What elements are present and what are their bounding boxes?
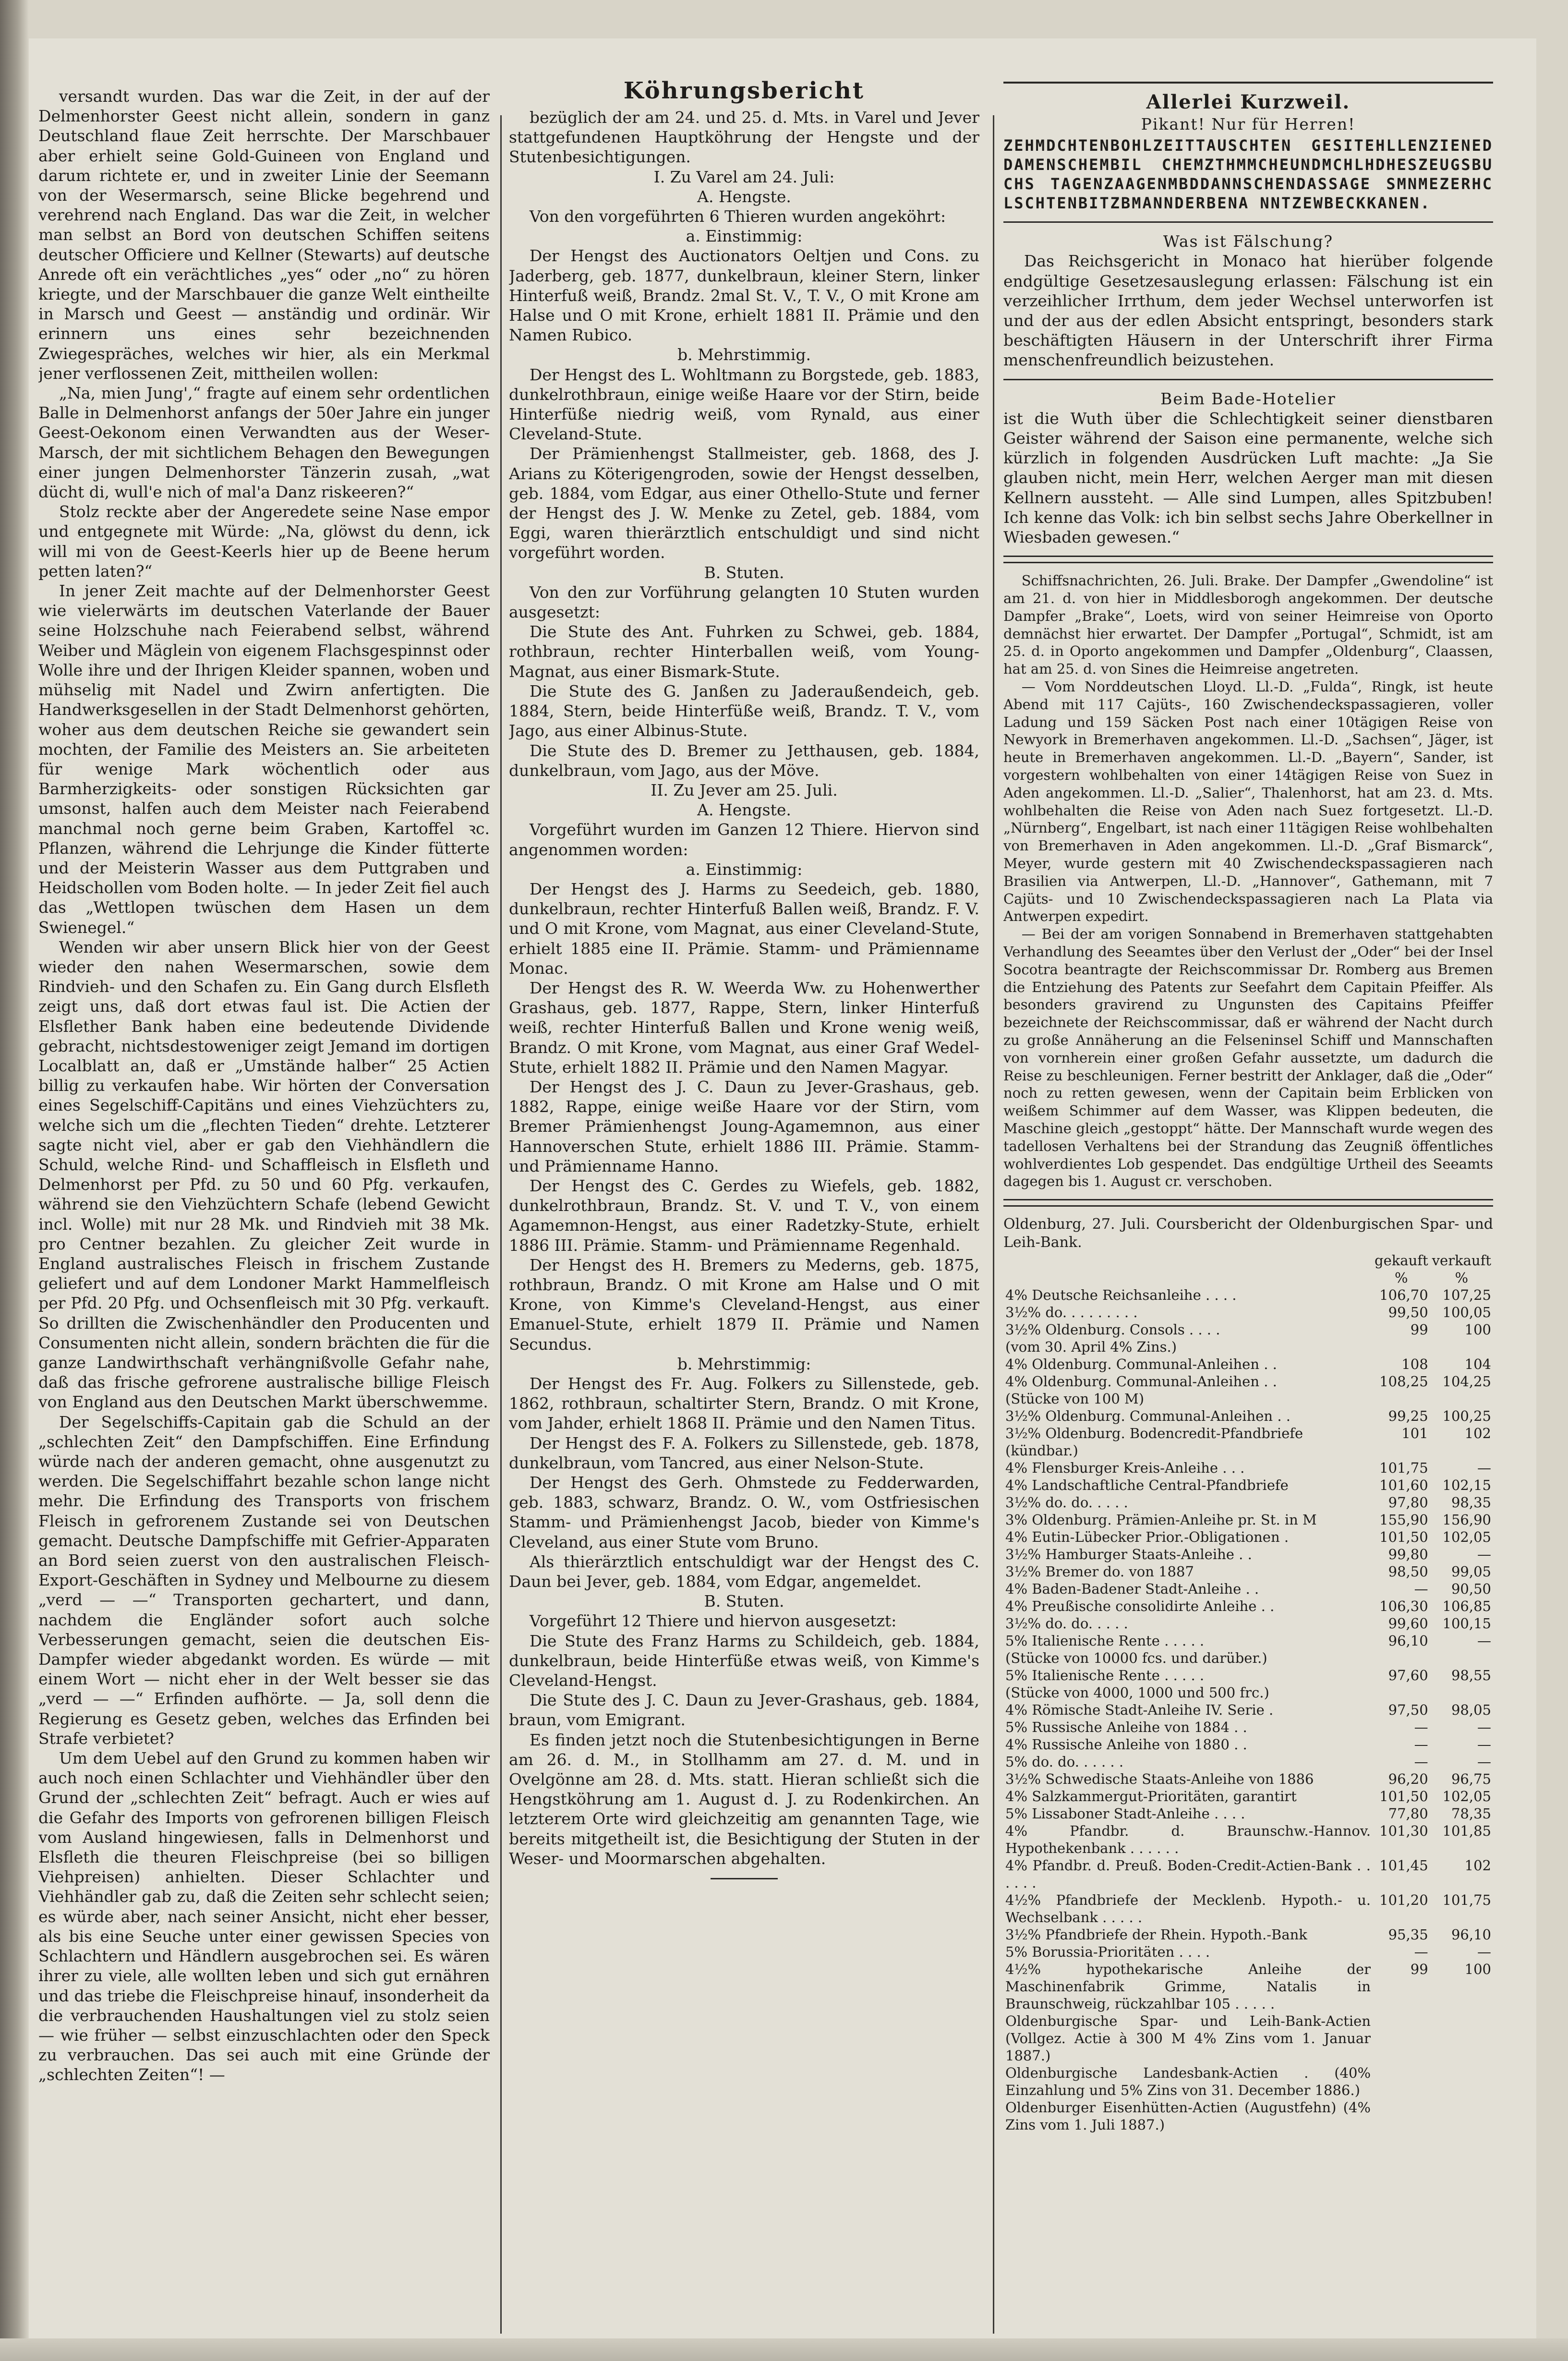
kurs-gekauft: 97,60: [1388, 1667, 1428, 1684]
kurs-row: [1003, 1390, 1493, 1407]
kurs-verkauft: 99,05: [1451, 1563, 1491, 1580]
kurs-unit-verkauft: %: [1455, 1270, 1469, 1286]
kurs-row: [1003, 1563, 1493, 1580]
subheading: b. Mehrstimmig:: [677, 1354, 811, 1373]
kurs-security: 3½% do. do. . . . .: [1005, 1615, 1128, 1632]
paragraph: Der Prämienhengst Stallmeister, geb. 1868, des J. Arians zu Köterigengroden, sowie der Hengst desselben, geb. 1884, vom Edgar, aus einer Othello-Stute und ferner der Hengst des J. W. Menke zu Zetel, geb. 1884, vom Eggi, waren thierärztlich entschuldigt und sind nicht vorgeführt worden.: [509, 444, 979, 562]
kurs-row: [1003, 1926, 1493, 1943]
kurs-row: [1003, 1304, 1493, 1321]
kurs-gekauft: 97,50: [1388, 1702, 1428, 1719]
kurs-security: 3½% do. do. . . . .: [1005, 1494, 1128, 1511]
kurs-verkauft: 90,50: [1451, 1581, 1491, 1598]
section-title-faelschung: Was ist Fälschung?: [1163, 232, 1334, 251]
kurs-row: [1003, 1459, 1493, 1477]
kurs-row: [1003, 1943, 1493, 1961]
kurs-security: 4% Eutin-Lübecker Prior.-Obligationen .: [1005, 1529, 1289, 1546]
kurs-security: 3½% Hamburger Staats-Anleihe . .: [1005, 1546, 1252, 1563]
kurs-security: 3½% Bremer do. von 1887: [1005, 1563, 1194, 1580]
kurs-verkauft: [1430, 1390, 1493, 1407]
kurs-gekauft: 99,60: [1388, 1615, 1428, 1632]
subheading: I. Zu Varel am 24. Juli:: [653, 167, 835, 186]
kurs-row: [1003, 2012, 1493, 2064]
kurs-row: [1003, 1580, 1493, 1598]
kurs-row: [1003, 1615, 1493, 1632]
kurs-gekauft: 101,50: [1379, 1788, 1428, 1805]
kurs-row: [1003, 1649, 1493, 1667]
kurs-security: 3% Oldenburg. Prämien-Anleihe pr. St. in M: [1005, 1512, 1317, 1528]
kurs-row: [1003, 1598, 1493, 1615]
kurs-gekauft: 155,90: [1379, 1512, 1428, 1528]
kurs-gekauft: 101,50: [1379, 1529, 1428, 1546]
paragraph: Der Hengst des Gerh. Ohmstede zu Fedderwarden, geb. 1883, schwarz, Brandz. O. W., vom Ostfriesischen Stamm- und Prämienhengst Jacob, bieder von Kimme's Cleveland, aus einer Stute vom Bruno.: [509, 1473, 979, 1551]
kurs-verkauft: 106,85: [1442, 1598, 1491, 1615]
subheading: B. Stuten.: [704, 1592, 784, 1611]
kurs-security: 3½% do. . . . . . . . .: [1005, 1304, 1138, 1321]
section-text-bade-hotelier: ist die Wuth über die Schlechtigkeit seiner dienstbaren Geister während der Saison eine permanente, welche sich kürzlich in folgenden Ausdrücken Luft machte: „Ja Sie glauben nicht, mein Herr, welchen Aerger man mit diesen Kellnern aussteht. — Alle sind Lumpen, alles Spitzbuben! Ich kenne das Volk: ich bin selbst sechs Jahre Oberkellner in Wiesbaden gewesen.“: [1003, 409, 1493, 547]
kurs-gekauft: 99: [1410, 1961, 1428, 1978]
paragraph: Vorgeführt 12 Thiere und hiervon ausgesetzt:: [529, 1611, 897, 1631]
kurs-gekauft: —: [1414, 1719, 1428, 1736]
kurs-security: (Stücke von 10000 fcs. und darüber.): [1005, 1650, 1267, 1667]
paragraph: Vorgeführt wurden im Ganzen 12 Thiere. Hiervon sind angenommen worden:: [509, 820, 979, 859]
paragraph: Von den vorgeführten 6 Thieren wurden angeköhrt:: [529, 207, 946, 226]
kurs-gekauft: 101: [1401, 1425, 1428, 1442]
kurs-row: [1003, 1891, 1493, 1926]
kurs-row: [1003, 1546, 1493, 1563]
kurs-gekauft: 99,25: [1388, 1408, 1428, 1425]
kurs-verkauft: 98,05: [1451, 1702, 1491, 1719]
kurs-row: [1003, 1961, 1493, 2012]
kurs-row: [1003, 1511, 1493, 1528]
kurs-verkauft: —: [1477, 1633, 1491, 1649]
double-separator: [1003, 556, 1493, 563]
kurs-verkauft: 102: [1464, 1857, 1491, 1874]
kurs-gekauft: 99,80: [1388, 1546, 1428, 1563]
kurs-row: [1003, 1753, 1493, 1770]
paragraph: Der Hengst des J. C. Daun zu Jever-Grashaus, geb. 1882, Rappe, einige weiße Haare vor der Stirn, vom Bremer Prämienhengst Joung-Agamemnon, aus einer Hannoverschen Stute, erhielt 1886 III. Prämie. Stamm- und Prämienname Hanno.: [509, 1077, 979, 1175]
kurs-verkauft: 102: [1464, 1425, 1491, 1442]
kurs-verkauft: [1430, 1442, 1493, 1459]
kurs-security: 4% Pfandbr. d. Preuß. Boden-Credit-Actien-Bank . . . . . .: [1005, 1857, 1371, 1891]
binding-gutter: [0, 0, 29, 2361]
kurs-gekauft: 96,20: [1388, 1771, 1428, 1788]
kurs-security: 5% do. do. . . . . .: [1005, 1754, 1124, 1770]
kurs-verkauft: 96,10: [1451, 1926, 1491, 1943]
kurs-gekauft: 98,50: [1388, 1563, 1428, 1580]
paragraph: Um dem Uebel auf den Grund zu kommen haben wir auch noch einen Schlachter und Viehhändler über den Grund der „schlechten Zeit“ befragt. Auch er wies auf die Gefahr des Imports von gefrorenen billigen Fleisch vom Ausland hingewiesen, falls in Delmenhorst und Elsfleth die theuren Fleischpreise (bei so billigen Viehpreisen) anhielten. Dieser Schlachter und Viehhändler gab zu, daß die Zeiten sehr schlecht seien; es würde aber, nach seiner Ansicht, nicht eher besser, als bis eine Seuche unter einer gewissen Species von Schlachtern und Händlern ausgebrochen sei. Es wären ihrer zu viele, alle wollten leben und sich gut ernähren und das triebe die Fleischpreise hinauf, insonderheit da die verbrauchenden Haushaltungen viel zu stolz seien — wie früher — selbst einzuschlachten oder den Speck zu verbrauchen. Das sei auch mit eine Gründe der „schlechten Zeiten“! —: [38, 1749, 490, 2084]
kurs-verkauft: —: [1477, 1944, 1491, 1961]
kurs-row: [1003, 1407, 1493, 1425]
kurs-verkauft: —: [1477, 1754, 1491, 1770]
kurs-col-verkauft: verkauft: [1432, 1252, 1491, 1269]
kurs-verkauft: [1430, 2012, 1493, 2064]
kurs-gekauft: 95,35: [1388, 1926, 1428, 1943]
kurs-security: 4% Russische Anleihe von 1880 . .: [1005, 1736, 1247, 1753]
kurs-gekauft: —: [1414, 1944, 1428, 1961]
kurs-gekauft: [1373, 2099, 1430, 2133]
paragraph: Der Hengst des J. Harms zu Seedeich, geb. 1880, dunkelbraun, rechter Hinterfuß Ballen weiß, Brandz. F. V. und O mit Krone, vom Magnat, aus einer Cleveland-Stute, erhielt 1885 eine II. Prämie. Stamm- und Prämienname Monac.: [509, 879, 979, 978]
paragraph: Der Hengst des F. A. Folkers zu Sillenstede, geb. 1878, dunkelbraun, vom Tancred, aus einer Nelson-Stute.: [509, 1433, 979, 1472]
kurs-row: [1003, 2064, 1493, 2099]
shipping-news-paragraph: — Bei der am vorigen Sonnabend in Bremerhaven stattgehabten Verhandlung des Seeamtes über den Verlust der „Oder“ bei der Insel Socotra beantragte der Reichscommissar Dr. Romberg aus Bremen die Entziehung des Patents zur Seefahrt dem Capitain Pfeiffer. Als besonders gravirend zu Ungunsten des Capitains Pfeiffer bezeichnete der Reichscommissar, daß er während der Nacht durch zu große Annäherung an die Felseninsel Schiff und Mannschaften von vornherein einer großen Gefahr aussetzte, um dadurch die Reise zu beschleunigen. Ferner bestritt der Anklager, daß die „Oder“ noch zu retten gewesen, wenn der Capitain beim Erblicken von weißem Schimmer auf dem Wasser, was Klippen bedeuten, die Maschine gleich „gestoppt“ hätte. Der Mannschaft wurde wegen des tadellosen Verhaltens bei der Strandung das Zeugniß öffentliches wohlverdientes Lob gespendet. Das endgültige Urtheil des Seeamts dagegen bis 1. August cr. verschoben.: [1003, 926, 1493, 1190]
kurs-gekauft: 101,45: [1379, 1857, 1428, 1874]
paragraph: Der Hengst des Auctionators Oeltjen und Cons. zu Jaderberg, geb. 1877, dunkelbraun, kleiner Stern, linker Hinterfuß weiß, Brandz. 2mal St. V., T. V., O mit Krone am Halse und O mit Krone, erhielt 1881 II. Prämie und den Namen Rubico.: [509, 246, 979, 345]
kurs-gekauft: —: [1414, 1736, 1428, 1753]
subheading: a. Einstimmig:: [686, 860, 803, 879]
kurs-verkauft: [1430, 1684, 1493, 1701]
kurs-verkauft: —: [1477, 1736, 1491, 1753]
kurs-verkauft: 156,90: [1442, 1512, 1491, 1528]
kurs-unit-row: [1003, 1269, 1493, 1286]
separator: [1003, 221, 1493, 223]
kurs-verkauft: 100,15: [1442, 1615, 1491, 1632]
kurs-security: 4% Römische Stadt-Anleihe IV. Serie .: [1005, 1702, 1274, 1719]
kurs-verkauft: —: [1477, 1460, 1491, 1477]
paragraph: Die Stute des Ant. Fuhrken zu Schwei, geb. 1884, rothbraun, rechter Hinterballen weiß, vom Young-Magnat, aus einer Bismark-Stute.: [509, 622, 979, 681]
kurs-verkauft: 101,85: [1442, 1823, 1491, 1840]
kurs-security: 5% Italienische Rente . . . . .: [1005, 1667, 1205, 1684]
kurs-security: 4% Pfandbr. d. Braunschw.-Hannov. Hypothekenbank . . . . . .: [1005, 1823, 1371, 1857]
shipping-news-paragraph: Schiffsnachrichten, 26. Juli. Brake. Der Dampfer „Gwendoline“ ist am 21. d. von hier in Middlesborogh angekommen. Der deutsche Dampfer „Brake“, Loets, wird von seiner Heimreise von Oporto demnächst hier erwartet. Der Dampfer „Portugal“, Schmidt, ist am 25. d. in Oporto angekommen und Dampfer „Oldenburg“, Claassen, hat am 25. d. von Sines die Heimreise angetreten.: [1003, 572, 1493, 678]
kurs-security: (Stücke von 4000, 1000 und 500 frc.): [1005, 1684, 1269, 1701]
column-3: [1003, 77, 1493, 2324]
kurs-row: [1003, 1770, 1493, 1788]
paragraph: Wenden wir aber unsern Blick hier von der Geest wieder den nahen Wesermarschen, sowie dem Rindvieh- und den Schafen zu. Ein Gang durch Elsfleth zeigt uns, daß dort etwas faul ist. Die Actien der Elsflether Bank haben eine bedeutende Dividende gebracht, nichtsdestoweniger zeigt Jemand im dortigen Localblatt an, daß er „Umstände halber“ 25 Actien billig zu verkaufen habe. Wir hörten der Conversation eines Segelschiff-Capitäns und eines Viehzüchters zu, welche sich um die „flechten Tieden“ drehte. Letzterer sagte nicht viel, aber er gab den Viehhändlern die Schuld, welche Rind- und Schaffleisch in Elsfleth und Delmenhorst per Pfd. zu 50 und 60 Pfg. verkaufen, während sie den Viehzüchtern Schafe (lebend Gewicht incl. Wolle) mit nur 28 Mk. und Rindvieh mit 38 Mk. pro Centner bezahlen. Zu gleicher Zeit wurde in England australisches Fleisch in frischem Zustande geliefert und auf dem Londoner Markt Hammelfleisch per Pfd. 20 Pfg. und Ochsenfleisch mit 30 Pfg. verkauft. So drillten die Zwischenhändler den Producenten und Consumenten nicht allein, sondern brächten die für die ganze Landwirthschaft verhängnißvolle Gefahr nahe, daß das frische gefrorene australische billige Fleisch von England aus den Deutschen Markt überschwemme.: [38, 937, 490, 1412]
kurs-gekauft: 106,70: [1379, 1287, 1428, 1304]
paragraph: In jener Zeit machte auf der Delmenhorster Geest wie vielerwärts im deutschen Vaterlande der Bauer seine Holzschuhe nach Feierabend selbst, während Weiber und Mäglein von eigenem Flachsgespinnst oder Wolle ihre und der Ihrigen Kleider spannen, woben und mühselig mit Nadel und Zwirn anfertigten. Die Handwerksgesellen in der Stadt Delmenhorst gehörten, woher aus dem deutschen Reiche sie gewandert sein mochten, der Familie des Meisters an. Sie arbeiteten für wenige Mark wöchentlich oder aus Barmherzigkeits- oder sonstigen Rücksichten gar umsonst, halfen auch dem Meister nach Feierabend manchmal noch gerne beim Graben, Kartoffel ꝛc. Pflanzen, während die Lehrjunge die Kinder fütterte und der Meisterin Wasser aus dem Puttgraben und Heidschollen vom Boden holte. — In jeder Zeit fiel auch das „Wettlopen twüschen dem Hasen un dem Swienegel.“: [38, 581, 490, 937]
kurs-security: 4% Baden-Badener Stadt-Anleihe . .: [1005, 1581, 1259, 1598]
kurs-gekauft: 99: [1410, 1321, 1428, 1338]
kurs-security: Oldenburgische Spar- und Leih-Bank-Actien (Vollgez. Actie à 300 M 4% Zins vom 1. Januar 1887.): [1005, 2013, 1371, 2064]
section-title-bade-hotelier: Beim Bade-Hotelier: [1160, 389, 1336, 408]
kurs-gekauft: 101,60: [1379, 1477, 1428, 1494]
kurs-gekauft: 101,20: [1379, 1892, 1428, 1909]
kurs-row: [1003, 1684, 1493, 1701]
kurs-row: [1003, 1667, 1493, 1684]
kurs-unit-gekauft: %: [1395, 1270, 1408, 1286]
kurs-row: [1003, 1822, 1493, 1857]
kurs-security: 4% Preußische consolidirte Anleihe . .: [1005, 1598, 1275, 1615]
kurs-gekauft: 96,10: [1388, 1633, 1428, 1649]
kurs-row: [1003, 1338, 1493, 1356]
kurs-row: [1003, 1701, 1493, 1719]
column-divider-2: [993, 115, 994, 2334]
kurs-verkauft: 102,15: [1442, 1477, 1491, 1494]
kurs-verkauft: 107,25: [1442, 1287, 1491, 1304]
kurs-verkauft: 100: [1464, 1321, 1491, 1338]
paragraph: Stolz reckte aber der Angeredete seine Nase empor und entgegnete mit Würde: „Na, glöwst du denn, ick will mi von de Geest-Keerls hier up de Beene herum petten laten?“: [38, 502, 490, 581]
kurs-verkauft: [1430, 2099, 1493, 2133]
paragraph: Die Stute des Franz Harms zu Schildeich, geb. 1884, dunkelbraun, beide Hinterfüße etwas weiß, von Kimme's Cleveland-Hengst.: [509, 1631, 979, 1690]
kurs-row: [1003, 1805, 1493, 1822]
kurs-row: [1003, 2099, 1493, 2133]
kurs-row: [1003, 1736, 1493, 1753]
kurs-verkauft: 100,05: [1442, 1304, 1491, 1321]
kurs-gekauft: —: [1414, 1581, 1428, 1598]
kurs-security: (kündbar.): [1005, 1442, 1078, 1459]
kurs-row: [1003, 1442, 1493, 1459]
kurs-gekauft: 99,50: [1388, 1304, 1428, 1321]
kurs-row: [1003, 1494, 1493, 1511]
top-rule: [1003, 82, 1493, 84]
paragraph: Von den zur Vorführung gelangten 10 Stuten wurden ausgesetzt:: [509, 582, 979, 622]
kurs-row: [1003, 1719, 1493, 1736]
kurs-verkauft: [1430, 1338, 1493, 1356]
kurs-security: 4½% Pfandbriefe der Mecklenb. Hypoth.- u. Wechselbank . . . . .: [1005, 1892, 1371, 1926]
kurs-security: 3½% Oldenburg. Bodencredit-Pfandbriefe: [1005, 1425, 1303, 1442]
article-intro: bezüglich der am 24. und 25. d. Mts. in Varel und Jever stattgefundenen Hauptköhrung der Hengste und der Stutenbesichtigungen.: [509, 108, 979, 167]
kurs-verkauft: 100: [1464, 1961, 1491, 1978]
subheading: a. Einstimmig:: [686, 227, 803, 246]
kurs-security: 4% Landschaftliche Central-Pfandbriefe: [1005, 1477, 1289, 1494]
column-1: [38, 86, 490, 2314]
kurs-security: 5% Italienische Rente . . . . .: [1005, 1633, 1205, 1649]
shipping-news-paragraph: — Vom Norddeutschen Lloyd. Ll.-D. „Fulda“, Ringk, ist heute Abend mit 117 Cajüts-, 160 Zwischendeckspassagieren, voller Ladung und 159 Säcken Post nach einer 10tägigen Reise von Newyork in Bremerhaven angekommen. Ll.-D. „Sachsen“, Jäger, ist heute in Bremerhaven angekommen. Ll.-D. „Bayern“, Sander, ist vorgestern wohlbehalten von einer 14tägigen Reise von Suez in Aden angekommen. Ll.-D. „Salier“, Thalenhorst, hat am 23. d. Mts. wohlbehalten die Reise von Aden nach Suez fortgesetzt. Ll.-D. „Nürnberg“, Engelbart, ist nach einer 11tägigen Reise wohlbehalten von Bremerhaven in Aden angekommen. Ll.-D. „Graf Bismarck“, Meyer, wurde gestern mit 40 Zwischendeckspassagieren nach Brasilien via Antwerpen, Ll.-D. „Hannover“, Gathemann, mit 7 Cajüts- und 10 Zwischendeckspassagieren nach La Plata via Antwerpen expedirt.: [1003, 678, 1493, 925]
kurs-gekauft: [1373, 2012, 1430, 2064]
kurs-verkauft: [1430, 1649, 1493, 1667]
kurs-row: [1003, 1857, 1493, 1891]
paragraph: Der Hengst des R. W. Weerda Ww. zu Hohenwerther Grashaus, geb. 1877, Rappe, Stern, linker Hinterfuß weiß, rechter Hinterfuß Ballen und Krone wenig weiß, Brandz. O mit Krone, vom Magnat, aus einer Graf Wedel-Stute, erhielt 1882 II. Prämie und den Namen Magyar.: [509, 978, 979, 1077]
kurs-security: 3½% Oldenburg. Consols . . . .: [1005, 1321, 1220, 1338]
kurs-security: 4% Salzkammergut-Prioritäten, garantirt: [1005, 1788, 1297, 1805]
kurs-verkauft: 96,75: [1451, 1771, 1491, 1788]
kurs-verkauft: 101,75: [1442, 1892, 1491, 1909]
paragraph: Es finden jetzt noch die Stutenbesichtigungen in Berne am 26. d. M., in Stollhamm am 27. d. M. und in Ovelgönne am 28. d. Mts. statt. Hieran schließt sich die Hengstköhrung am 1. August d. J. zu Rodenkirchen. An letzterem Orte wird gleichzeitig am genannten Tage, wie bereits mitgetheilt ist, die Besichtigung der Stuten in der Weser- und Moormarschen abgehalten.: [509, 1730, 979, 1868]
kurs-row: [1003, 1788, 1493, 1805]
kursbericht-table: [1003, 1252, 1493, 2133]
kurs-gekauft: 97,80: [1388, 1494, 1428, 1511]
kurs-security: 4% Deutsche Reichsanleihe . . . .: [1005, 1287, 1237, 1304]
subheading: A. Hengste.: [697, 187, 791, 206]
kurs-row: [1003, 1356, 1493, 1373]
kurs-gekauft: [1373, 1649, 1430, 1667]
kurs-gekauft: [1373, 2064, 1430, 2099]
paragraph: Der Hengst des C. Gerdes zu Wiefels, geb. 1882, dunkelrothbraun, Brandz. St. V. und T. V., von einem Agamemnon-Hengst, aus einer Radetzky-Stute, erhielt 1886 III. Prämie. Stamm- und Prämienname Regenhald.: [509, 1176, 979, 1255]
kurs-security: 3½% Oldenburg. Communal-Anleihen . .: [1005, 1408, 1291, 1425]
column-divider-1: [500, 115, 502, 2334]
paragraph: versandt wurden. Das war die Zeit, in der auf der Delmenhorster Geest nicht allein, sondern in ganz Deutschland flaue Zeit herrschte. Der Marschbauer aber erhielt seine Gold-Guineen von England und darum richtete er, und in zweiter Linie der Seemann von der Wesermarsch, seine Blicke begehrend und verehrend nach England. Das war die Zeit, in welcher man selbst an Bord von deutschen Schiffen seitens deutscher Officiere und Kellner (Stewarts) auf deutsche Anrede oft ein verächtliches „yes“ oder „no“ zu hören kriegte, und der Marschbauer die ganze Welt eintheilte in Marsch und Geest — anständig und ordinär. Wir erinnern uns eines sehr bezeichnenden Zwiegespräches, welches wir hier, als ein Merkmal jener verflossenen Zeit, mittheilen wollen:: [38, 87, 490, 383]
kurs-gekauft: 77,80: [1388, 1805, 1428, 1822]
kurs-security: (Stücke von 100 M): [1005, 1391, 1145, 1407]
kurs-row: [1003, 1373, 1493, 1390]
kurs-security: 3½% Pfandbriefe der Rhein. Hypoth.-Bank: [1005, 1926, 1307, 1943]
kurs-row: [1003, 1425, 1493, 1442]
subheading: b. Mehrstimmig.: [677, 345, 811, 364]
kurs-verkauft: 78,35: [1451, 1805, 1491, 1822]
kurs-row: [1003, 1321, 1493, 1338]
paragraph: Die Stute des J. C. Daun zu Jever-Grashaus, geb. 1884, braun, vom Emigrant.: [509, 1691, 979, 1730]
section-text-faelschung: Das Reichsgericht in Monaco hat hierüber folgende endgültige Gesetzesauslegung erlassen: Fälschung ist ein verzeihlicher Irrthum, dem jeder Wechsel unterworfen ist und der aus der edlen Absicht entspringt, besonders stark beschäftigten Häusern in der Unterschrift ihrer Firma menschenfreundlich beizustehen.: [1003, 252, 1493, 370]
kurs-security: 5% Borussia-Prioritäten . . . .: [1005, 1944, 1210, 1961]
kurs-row: [1003, 1477, 1493, 1494]
section-subtitle: Pikant! Nur für Herren!: [1141, 115, 1356, 133]
section-title-kurzweil: Allerlei Kurzweil.: [1146, 91, 1351, 113]
kurs-verkauft: 100,25: [1442, 1408, 1491, 1425]
kurs-security: 5% Lissaboner Stadt-Anleihe . . . .: [1005, 1805, 1245, 1822]
paragraph: Der Hengst des L. Wohltmann zu Borgstede, geb. 1883, dunkelrothbraun, einige weiße Haare vor der Stirn, beide Hinterfüße niedrig weiß, vom Rynald, aus einer Cleveland-Stute.: [509, 365, 979, 444]
kurs-security: 4% Flensburger Kreis-Anleihe . . .: [1005, 1460, 1245, 1477]
kurs-gekauft: [1373, 1442, 1430, 1459]
kurs-security: Oldenburgische Landesbank-Actien . (40% Einzahlung und 5% Zins von 31. December 1886.): [1005, 2065, 1371, 2099]
page-bottom-edge: [0, 2338, 1568, 2361]
paragraph: Die Stute des D. Bremer zu Jetthausen, geb. 1884, dunkelbraun, vom Jago, aus der Möve.: [509, 741, 979, 780]
kurs-security: 4% Oldenburg. Communal-Anleihen . .: [1005, 1373, 1277, 1390]
kurs-verkauft: —: [1477, 1546, 1491, 1563]
kurs-verkauft: 104: [1464, 1356, 1491, 1373]
subheading: B. Stuten.: [704, 563, 784, 582]
kurs-verkauft: 102,05: [1442, 1529, 1491, 1546]
kurs-verkauft: 98,55: [1451, 1667, 1491, 1684]
paragraph: „Na, mien Jung',“ fragte auf einem sehr ordentlichen Balle in Delmenhorst anfangs der 50er Jahre ein junger Geest-Oekonom einen Verwandten aus der Weser-Marsch, der mit sichtlichem Behagen den Bewegungen einer jungen Delmenhorster Tänzerin zusah, „wat dücht di, wull'e nich of mal'a Danz riskeeren?“: [38, 384, 490, 502]
kurs-verkauft: [1430, 2064, 1493, 2099]
kurs-gekauft: [1373, 1338, 1430, 1356]
kursbericht-header: Oldenburg, 27. Juli. Coursbericht der Oldenburgischen Spar- und Leih-Bank.: [1003, 1216, 1493, 1251]
double-separator: [1003, 1199, 1493, 1207]
kurs-verkauft: 102,05: [1442, 1788, 1491, 1805]
kurs-gekauft: 101,30: [1379, 1823, 1428, 1840]
separator: [1003, 379, 1493, 380]
paragraph: Als thierärztlich entschuldigt war der Hengst des C. Daun bei Jever, geb. 1884, vom Edgar, angemeldet.: [509, 1552, 979, 1591]
letter-puzzle: ZEHMDCHTENBOHLZEITTAUSCHTEN GESITEHLLENZIENEDDAMENSCHEMBIL CHEMZTHMMCHEUNDMCHLHDHESZEUGSBUCHS TAGENZAAGENMBDDANNSCHENDASSAGE SMNMEZERHCLSCHTENBITZBMANNDERBENA NNTZEWBECKKANEN.: [1003, 136, 1493, 213]
kurs-security: Oldenburger Eisenhütten-Actien (Augustfehn) (4% Zins vom 1. Juli 1887.): [1005, 2099, 1371, 2133]
subheading: A. Hengste.: [697, 800, 791, 820]
kurs-verkauft: 104,25: [1442, 1373, 1491, 1390]
kurs-security: 5% Russische Anleihe von 1884 . .: [1005, 1719, 1247, 1736]
kurs-verkauft: —: [1477, 1719, 1491, 1736]
kurs-gekauft: [1373, 1684, 1430, 1701]
kurs-gekauft: [1373, 1390, 1430, 1407]
kurs-gekauft: 108: [1401, 1356, 1428, 1373]
kurs-gekauft: 106,30: [1379, 1598, 1428, 1615]
article-title-koehrungsbericht: Köhrungsbericht: [623, 77, 865, 104]
kurs-row: [1003, 1632, 1493, 1649]
paragraph: Der Segelschiffs-Capitain gab die Schuld an der „schlechten Zeit“ den Dampfschiffen. Eine Erfindung würde nach der anderen gemacht, ohne ausgenutzt zu werden. Die Segelschiffahrt bezahle schon lange nicht mehr. Die Erfindung des Transports von frischem Fleisch in gefrorenem Zustande sei von Deutschen gemacht. Deutsche Dampfschiffe mit Gefrier-Apparaten an Bord seien zuerst von den australischen Fleisch-Export-Geschäften in Sydney und Melbourne zu diesem „verd — —“ Transporten gechartert, und dann, nachdem die Engländer sofort auch solche Verbesserungen gemacht, seien die deutschen Eis-Dampfer wieder abgedankt worden. Es würde — mit einem Wort — nicht eher in der Welt besser sie das „verd — —“ Erfinden aufhörte. — Ja, soll denn die Regierung es Gesetz geben, welches das Erfinden bei Strafe verbietet?: [38, 1412, 490, 1748]
kurs-col-gekauft: gekauft: [1375, 1252, 1428, 1269]
kurs-header-row: [1003, 1252, 1493, 1269]
kurs-gekauft: 101,75: [1379, 1460, 1428, 1477]
kurs-verkauft: 98,35: [1451, 1494, 1491, 1511]
kurs-row: [1003, 1528, 1493, 1546]
kurs-gekauft: —: [1414, 1754, 1428, 1770]
kurs-security: 4½% hypothekarische Anleihe der Maschinenfabrik Grimme, Natalis in Braunschweig, rückzahlbar 105 . . . . .: [1005, 1961, 1371, 2012]
paragraph: Die Stute des G. Janßen zu Jaderaußendeich, geb. 1884, Stern, beide Hinterfüße weiß, Brandz. T. V., vom Jago, aus einer Albinus-Stute.: [509, 681, 979, 740]
newspaper-page: [29, 38, 1536, 2338]
kurs-security: 4% Oldenburg. Communal-Anleihen . .: [1005, 1356, 1277, 1373]
kurs-security: (vom 30. April 4% Zins.): [1005, 1339, 1177, 1356]
subheading: II. Zu Jever am 25. Juli.: [651, 780, 838, 799]
kurs-security: 3½% Schwedische Staats-Anleihe von 1886: [1005, 1771, 1314, 1788]
paragraph: Der Hengst des H. Bremers zu Mederns, geb. 1875, rothbraun, Brandz. O mit Krone am Halse und O mit Krone, von Kimme's Cleveland-Hengst, aus einer Emanuel-Stute, erhielt 1879 II. Prämie und Namen Secundus.: [509, 1255, 979, 1354]
paragraph: Der Hengst des Fr. Aug. Folkers zu Sillenstede, geb. 1862, rothbraun, schaltirter Stern, Brandz. O mit Krone, vom Jahder, erhielt 1868 II. Prämie und den Namen Titus.: [509, 1374, 979, 1433]
kurs-gekauft: 108,25: [1379, 1373, 1428, 1390]
end-rule: [711, 1878, 778, 1879]
column-2: [509, 77, 979, 2305]
kurs-row: [1003, 1286, 1493, 1304]
